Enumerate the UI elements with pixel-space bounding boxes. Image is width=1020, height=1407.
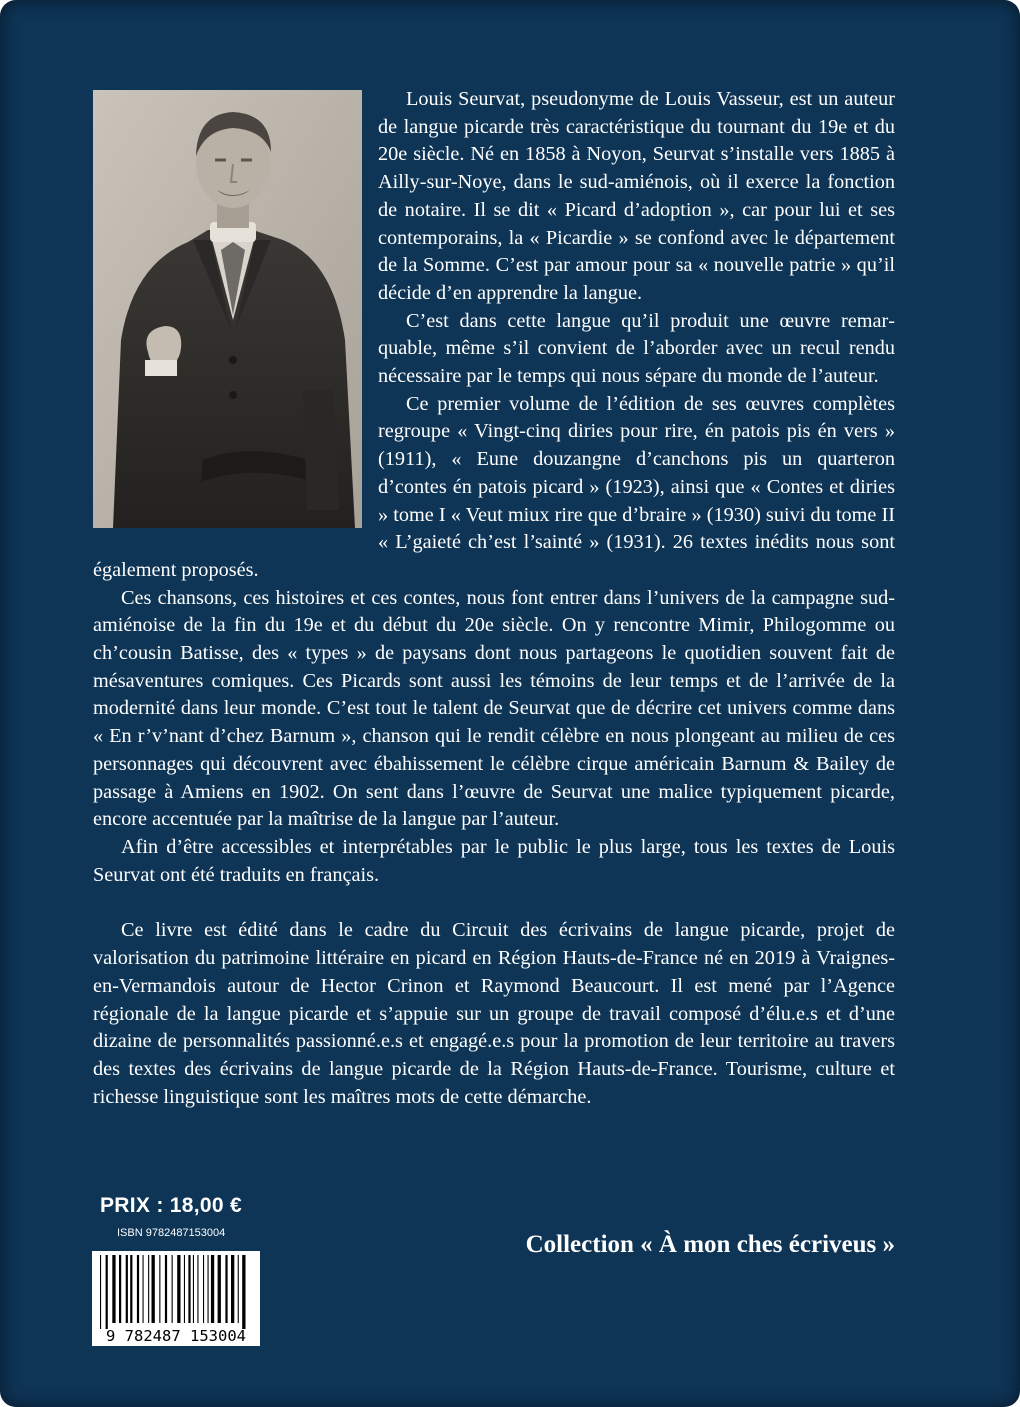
barcode-bar — [159, 1255, 160, 1323]
barcode-bar — [112, 1255, 115, 1323]
barcode-bar — [231, 1255, 234, 1323]
barcode-bar — [130, 1255, 132, 1323]
barcode-bar — [208, 1255, 209, 1323]
barcode-bar — [242, 1255, 245, 1329]
isbn-label: ISBN 9782487153004 — [117, 1227, 226, 1239]
barcode-bar — [211, 1255, 214, 1323]
barcode-bar — [143, 1255, 144, 1323]
barcode-bar — [203, 1255, 204, 1323]
barcode-bar — [218, 1255, 221, 1323]
portrait-spacer — [93, 86, 362, 534]
barcode-bar — [188, 1255, 190, 1323]
paragraph-chansons: Ces chansons, ces histoires et ces contes, nous font entrer dans l’univers de la campagne sud-amiénoise de la fin du 19e et du début du 20e siècle. On y rencontre Mimir, Philogomme ou ch’cousin Batisse, des « types » de paysans dont nous partageons le quotidien souvent fait de mésaventures comiques. Ces Picards sont aussi les témoins de leur temps et de l’arrivée de la modernité dans leur monde. C’est tout le talent de Seurvat que de décrire cet univers comme dans « En r’v’nant d’chez Barnum », chanson qui le rendit célèbre en nous plongeant au milieu de ces personnages qui découvrent avec ébahissement le célèbre cirque américain Barnum & Bailey de passage à Amiens en 1902. On sent dans l’œuvre de Seurvat une malice typiquement picarde, encore accentuée par la maîtrise de la langue par l’auteur. — [93, 586, 895, 831]
price-label: PRIX : 18,00 € — [100, 1194, 242, 1217]
barcode-bar — [193, 1255, 194, 1323]
barcode-bars — [100, 1255, 246, 1329]
barcode-bar — [238, 1255, 239, 1323]
paragraph-circuit: Ce livre est édité dans le cadre du Circuit des écrivains de langue picarde, projet de valorisation du patrimoine littéraire en picard en Région Hauts-de-France né en 2019 à Vraignes-en-Vermandois autour de Hector Crinon et Raymond Beaucourt. Il est mené par l’Agence régionale de la langue picarde et s’appuie sur un groupe de travail composé d’élu.e.s et d’une dizaine de personnalités passionné.e.s et engagé.e.s pour la promotion de leur territoire au travers des textes des écrivains de langue picarde de la Région Hauts-de-France. Tourisme, culture et richesse linguistique sont les maîtres mots de cette démarche. — [93, 919, 895, 1108]
barcode-bar — [197, 1255, 198, 1323]
barcode-bar — [225, 1255, 227, 1323]
barcode-bar — [165, 1255, 167, 1323]
barcode-bar — [172, 1255, 173, 1323]
barcode-bar — [148, 1255, 149, 1323]
barcode-bar — [137, 1255, 139, 1323]
barcode-bar — [106, 1255, 108, 1329]
barcode — [92, 1251, 260, 1346]
barcode-bar — [119, 1255, 121, 1323]
paragraph-volume: Ce premier volume de l’édition de ses œuvres complètes regroupe « Vingt-cinq diries pour rire, én patois pis én vers » (1911), « Eune douzangne d’canchons pis un quarteron d’contes én patois picard » (1923), ainsi que « Contes et diries » tome I « Veut miux rire que d’braire » (1930) suivi du tome II « L’gaieté ch’est l’sainté » (1931). 26 textes inédits nous sont également proposés. — [93, 392, 895, 581]
paragraph-traduction: Afin d’être accessibles et interprétables par le public le plus large, tous les textes de Louis Seurvat ont été traduits en français. — [93, 835, 895, 886]
barcode-graphic — [92, 1251, 260, 1346]
barcode-bar — [126, 1255, 128, 1323]
barcode-bar — [100, 1255, 101, 1329]
barcode-number: 9 782487 153004 — [106, 1327, 246, 1345]
paragraph-oeuvre: C’est dans cette langue qu’il produit une œuvre remarquable, même s’il convient de l’aborder avec un recul rendu nécessaire par le temps qui nous sépare du monde de l’auteur. — [378, 309, 895, 388]
paragraph-intro: Louis Seurvat, pseudonyme de Louis Vasseur, est un auteur de langue picarde très caractéristique du tournant du 19e et du 20e siècle. Né en 1858 à Noyon, Seurvat s’installe vers 1885 à Ailly-sur-Noye, dans le sud-amiénois, où il exerce la fonction de notaire. Il se dit « Picard d’adoption », car pour lui et ses contemporains, la « Picardie » se confond avec le département de la Somme. C’est par amour pour sa « nouvelle patrie » qu’il décide d’en apprendre la langue. — [378, 88, 895, 304]
barcode-bar — [152, 1255, 155, 1323]
barcode-bar — [177, 1255, 180, 1323]
collection-title: Collection « À mon ches écriveus » — [525, 1231, 895, 1258]
barcode-bar — [184, 1255, 185, 1323]
back-cover-text — [93, 86, 895, 1111]
